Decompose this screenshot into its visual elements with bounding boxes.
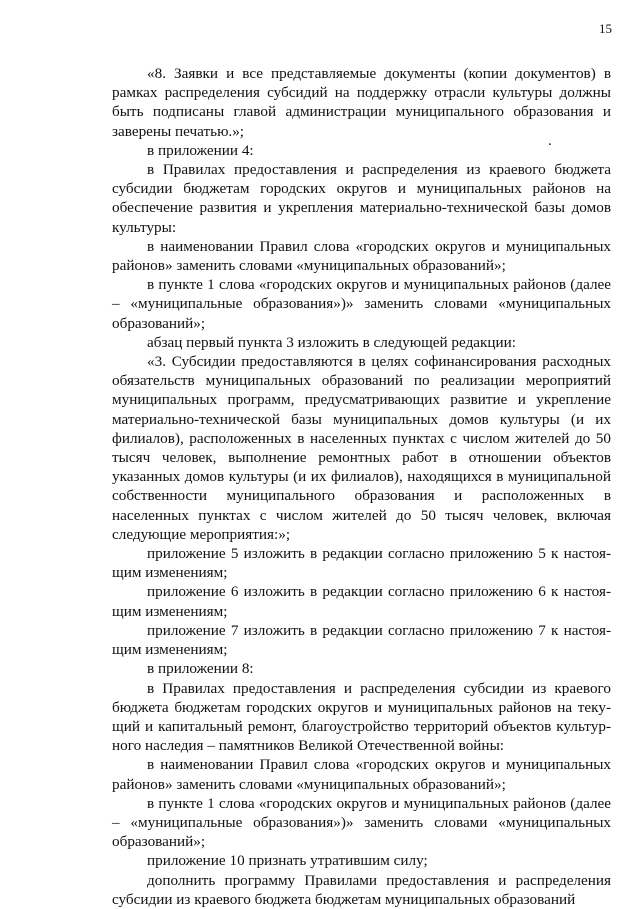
paragraph-rules-war-monuments: в Правилах предоставления и распределения субсидии из краевого бюджета бюджетам городских округов и муниципальных районов на текущий и капитальный ремонт, благоустройство территорий объектов культурного наследия – памятников Великой Отечественной войны: [112, 679, 611, 755]
paragraph-appendix-7: приложение 7 изложить в редакции согласно приложению 7 к настоящим изменениям; [112, 621, 611, 659]
paragraph-appendix-8-heading: в приложении 8: [147, 660, 254, 678]
paragraph-appendix-10-void: приложение 10 признать утратившим силу; [147, 852, 428, 870]
paragraph-program-supplement: дополнить программу Правилами предоставления и распределения субсидии из краевого бюджета бюджетам муниципальных образований [112, 871, 611, 908]
paragraph-point-1-replacement: в пункте 1 слова «городских округов и муниципальных районов (далее – «муниципальные образования»)» заменить словами «муниципальных образований»; [112, 276, 611, 332]
paragraph-rules-houses-of-culture: в Правилах предоставления и распределения из краевого бюджета субсидии бюджетам городских округов и муниципальных районов на обеспечение развития и укрепления материально-технической базы домов культуры: [112, 161, 611, 236]
stray-mark: . [548, 133, 552, 149]
paragraph-appendix-6: приложение 6 изложить в редакции согласно приложению 6 к настоящим изменениям; [112, 583, 611, 620]
page-number: 15 [599, 21, 612, 36]
paragraph-appendix-4-heading: в приложении 4: [147, 141, 254, 159]
paragraph-point-3-text: «3. Субсидии предоставляются в целях софинансирования расходных обязательств муниципальных образований по реализации мероприятий муниципальных программ, предусматривающих развитие и укрепление материально-технической базы муниципальных домов культуры (и их филиалов), расположенных в населенных пунктах с числом жителей до 50 тысяч человек, выполнение ремонтных работ в отношении объектов указанных домов культуры (и их филиалов), находящихся в муниципальной собственности муниципального образования и расположенных в населенных пунктах с числом жителей до 50 тысяч человек, включая следующие мероприятия:»; [112, 353, 611, 543]
paragraph-appendix-5: приложение 5 изложить в редакции согласно приложению 5 к настоящим изменениям; [112, 545, 611, 582]
paragraph-rules-title-replacement: в наименовании Правил слова «городских округов и муниципальных районов» заменить словами «муниципальных образований»; [112, 237, 611, 275]
paragraph-point-3-intro: абзац первый пункта 3 изложить в следующей редакции: [147, 333, 517, 351]
document-body [112, 64, 611, 909]
paragraph-rules-title-replacement-2: в наименовании Правил слова «городских округов и муниципальных районов» заменить словами «муниципальных образований»; [112, 756, 611, 793]
paragraph-applications-signature: «8. Заявки и все представляемые документы (копии документов) в рамках распределения субсидий на поддержку отрасли культуры должны быть подписаны главой администрации муниципального образования и заверены печатью.»; [112, 65, 611, 140]
paragraph-point-1-replacement-2: в пункте 1 слова «городских округов и муниципальных районов (далее – «муниципальные образования»)» заменить словами «муниципальных образований»; [112, 794, 611, 851]
